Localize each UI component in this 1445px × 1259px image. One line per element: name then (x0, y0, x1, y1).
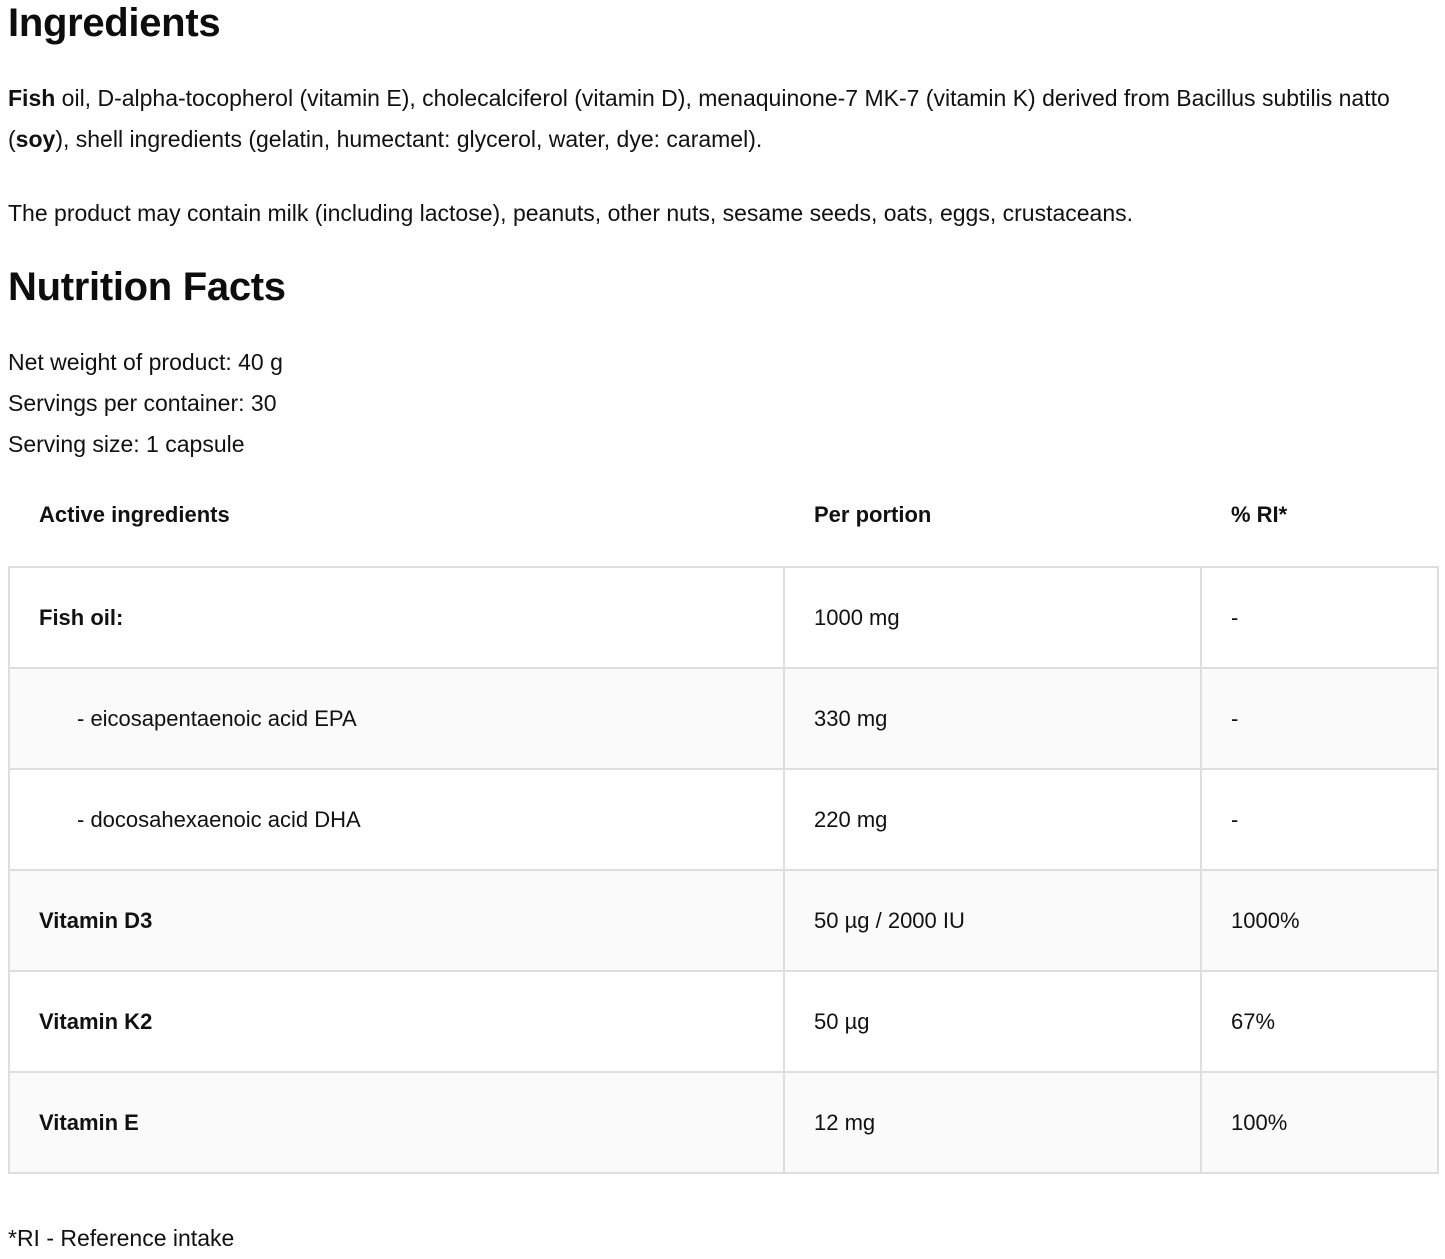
ri-value: 1000% (1201, 870, 1438, 971)
table-row (9, 668, 1438, 769)
product-facts (8, 342, 283, 465)
ingredients-text (8, 78, 1433, 160)
ingredient-name: - docosahexaenoic acid DHA (9, 769, 784, 870)
nutrition-table-header (8, 494, 1437, 536)
ingredient-name: Vitamin K2 (9, 971, 784, 1072)
per-portion-value: 220 mg (784, 769, 1201, 870)
per-portion-value: 50 µg / 2000 IU (784, 870, 1201, 971)
ri-value: 67% (1201, 971, 1438, 1072)
table-row (9, 567, 1438, 668)
servings-per-container: Servings per container: 30 (8, 390, 277, 416)
ri-value: 100% (1201, 1072, 1438, 1173)
per-portion-value: 12 mg (784, 1072, 1201, 1173)
table-row (9, 971, 1438, 1072)
per-portion-value: 330 mg (784, 668, 1201, 769)
per-portion-value: 50 µg (784, 971, 1201, 1072)
ri-value: - (1201, 567, 1438, 668)
column-header-active-ingredients: Active ingredients (39, 502, 230, 527)
nutrition-facts-heading: Nutrition Facts (8, 265, 286, 309)
ingredients-text-part-1: oil, D-alpha-tocopherol (vitamin E), cholecalciferol (vitamin D), menaquinone-7 MK-7 (vitamin K) derived from Bacillus subtilis natto ( (8, 85, 1390, 152)
ingredients-heading: Ingredients (8, 1, 221, 45)
table-row (9, 769, 1438, 870)
ri-value: - (1201, 769, 1438, 870)
ingredients-text-part-2: ), shell ingredients (gelatin, humectant: glycerol, water, dye: caramel). (55, 126, 763, 152)
ingredient-name: Fish oil: (9, 567, 784, 668)
per-portion-value: 1000 mg (784, 567, 1201, 668)
nutrition-table (8, 566, 1439, 1174)
ingredients-bold-fish: Fish (8, 85, 56, 111)
ingredient-name: - eicosapentaenoic acid EPA (9, 668, 784, 769)
serving-size: Serving size: 1 capsule (8, 431, 245, 457)
net-weight: Net weight of product: 40 g (8, 349, 283, 375)
ri-footnote: *RI - Reference intake (8, 1225, 235, 1251)
ingredients-bold-soy: soy (15, 126, 56, 152)
ri-value: - (1201, 668, 1438, 769)
column-header-per-portion: Per portion (814, 502, 932, 527)
table-row (9, 1072, 1438, 1173)
table-row (9, 870, 1438, 971)
ingredient-name: Vitamin D3 (9, 870, 784, 971)
allergen-note: The product may contain milk (including lactose), peanuts, other nuts, sesame seeds, oats, eggs, crustaceans. (8, 200, 1134, 226)
column-header-ri: % RI* (1231, 502, 1288, 527)
ingredient-name: Vitamin E (9, 1072, 784, 1173)
